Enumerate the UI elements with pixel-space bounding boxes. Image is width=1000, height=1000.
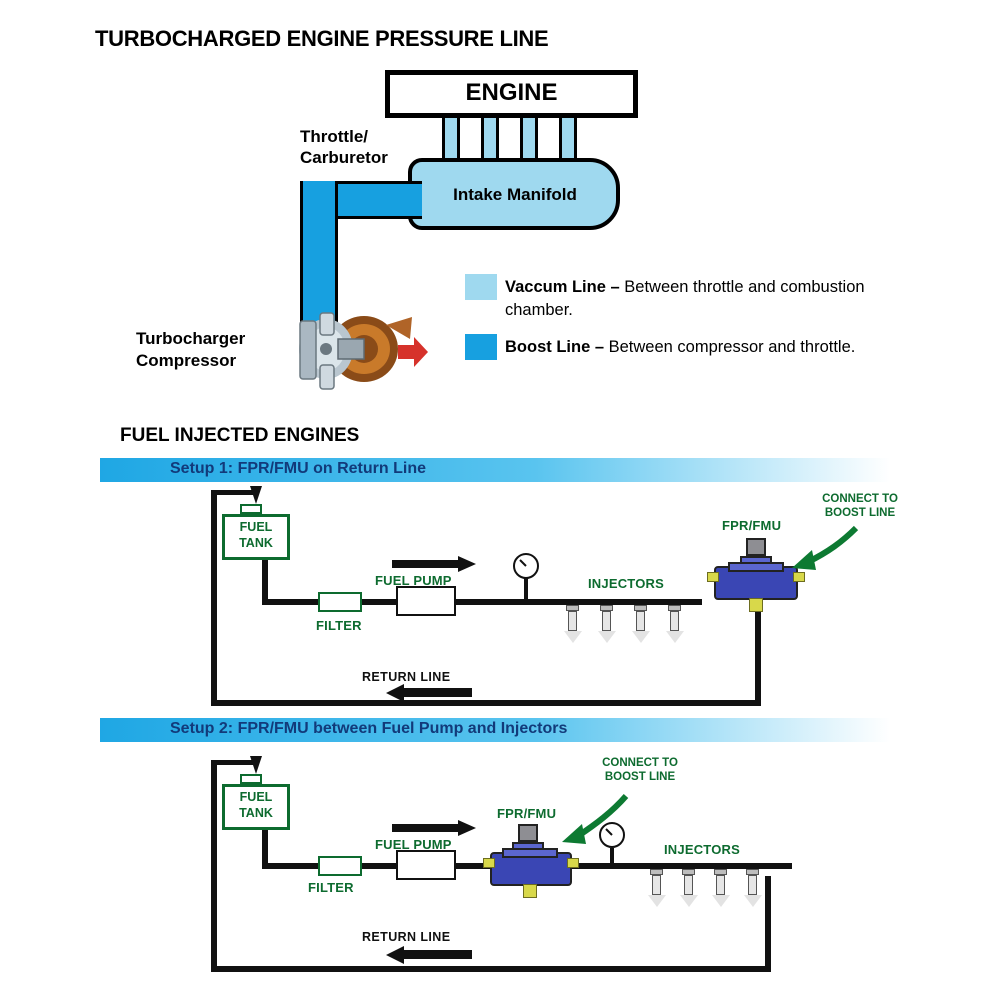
setup1-fuel-tank-label [222, 520, 290, 551]
setup1-return-bottom-line [211, 700, 761, 706]
page-title: TURBOCHARGED ENGINE PRESSURE LINE [95, 26, 549, 51]
turbo-label-line2: Compressor [136, 351, 237, 371]
setup1-return-line-label: RETURN LINE [362, 670, 451, 684]
setup1-injector-2 [602, 605, 616, 643]
setup2-fpr-cap [518, 824, 538, 842]
setup2-return-line-label: RETURN LINE [362, 930, 451, 944]
legend-text-boost [505, 336, 895, 359]
setup1-tank-line1: FUEL [239, 520, 273, 534]
setup2-gauge-stem [610, 848, 614, 868]
setup2-pressure-gauge [599, 822, 625, 848]
setup1-fuel-pump [396, 586, 456, 616]
legend-term-vacuum: Vaccum Line [505, 278, 606, 296]
setup1-pump-label: FUEL PUMP [375, 573, 452, 588]
legend-swatch-boost [465, 334, 497, 360]
throttle-label-line2: Carburetor [300, 148, 388, 168]
setup1-connect-line2: BOOST LINE [824, 507, 896, 520]
setup2-connect-callout [580, 756, 700, 785]
setup2-flow-arrow [392, 820, 478, 836]
setup1-fuel-filter [318, 592, 362, 612]
intake-runner-2 [481, 118, 499, 160]
boost-pipe-elbow [303, 183, 335, 217]
setup2-fuel-pump [396, 850, 456, 880]
intake-manifold-label: Intake Manifold [453, 185, 577, 204]
legend-dash-vacuum: – [610, 278, 620, 296]
setup1-connect-arrow [784, 522, 864, 576]
throttle-label-line1: Throttle/ [300, 127, 368, 146]
turbo-label-line1: Turbocharger [136, 329, 246, 348]
setup2-connect-arrow [556, 790, 636, 850]
setup2-fpr-port-bottom [523, 884, 537, 898]
legend-swatch-vacuum [465, 274, 497, 300]
setup2-injector-2 [684, 869, 698, 907]
intake-runner-1 [442, 118, 460, 160]
setup2-fpr-label: FPR/FMU [497, 806, 557, 821]
setup2-banner-label: Setup 2: FPR/FMU between Fuel Pump and Injectors [170, 720, 568, 737]
setup2-fpr-upper [502, 848, 558, 858]
setup1-injectors-label: INJECTORS [588, 576, 664, 591]
setup1-return-arrow [248, 484, 264, 506]
intake-runner-3 [520, 118, 538, 160]
setup2-connect-line1: CONNECT TO [602, 757, 678, 769]
setup2-return-right-line [765, 876, 771, 970]
setup2-tank-drop-line [262, 830, 268, 866]
setup1-fpr-port-bottom [749, 598, 763, 612]
setup1-injector-4 [670, 605, 684, 643]
setup1-tank-line2: TANK [239, 535, 273, 550]
setup2-return-line-arrow [384, 946, 474, 968]
setup2-fpr-port-left [483, 858, 495, 868]
legend-text-vacuum [505, 276, 895, 322]
fuel-injected-heading: FUEL INJECTED ENGINES [120, 425, 360, 446]
setup2-tank-line2: TANK [239, 805, 273, 820]
setup2-filter-label: FILTER [308, 880, 354, 895]
setup1-tank-drop-line [262, 560, 268, 602]
setup2-return-bottom-line [211, 966, 771, 972]
legend-desc-boost: Between compressor and throttle. [608, 338, 856, 356]
setup2-injector-4 [748, 869, 762, 907]
setup1-injector-1 [568, 605, 582, 643]
setup2-fpr-port-right [567, 858, 579, 868]
setup1-return-line-arrow [384, 684, 474, 706]
setup2-tank-line1: FUEL [239, 790, 273, 804]
setup1-pressure-gauge [513, 553, 539, 579]
setup1-fpr-cap [746, 538, 766, 556]
setup2-connect-line2: BOOST LINE [604, 771, 676, 784]
setup1-fpr-label: FPR/FMU [722, 518, 782, 533]
setup1-filter-label: FILTER [316, 618, 362, 633]
setup1-injector-3 [636, 605, 650, 643]
setup2-fuel-filter [318, 856, 362, 876]
setup2-pump-label: FUEL PUMP [375, 837, 452, 852]
setup2-injector-1 [652, 869, 666, 907]
setup1-connect-line1: CONNECT TO [822, 493, 898, 505]
intake-runner-4 [559, 118, 577, 160]
setup1-connect-callout [800, 492, 920, 521]
legend-term-boost: Boost Line [505, 338, 591, 356]
setup1-fpr-port-left [707, 572, 719, 582]
legend-dash-boost: – [594, 338, 605, 356]
setup1-return-right-line [755, 612, 761, 706]
turbocharger-icon [286, 305, 426, 400]
setup2-return-arrow [248, 754, 264, 776]
turbocharger-compressor-label [136, 328, 245, 372]
setup2-injector-3 [716, 869, 730, 907]
setup1-banner-label: Setup 1: FPR/FMU on Return Line [170, 460, 426, 477]
setup1-return-left-line [211, 490, 217, 706]
throttle-carburetor-label [300, 126, 388, 169]
setup2-injectors-label: INJECTORS [664, 842, 740, 857]
legend-desc-vacuum: Between throttle and combustion chamber. [505, 278, 865, 320]
setup1-flow-arrow [392, 556, 478, 572]
setup2-fuel-tank-label [222, 790, 290, 821]
setup1-fpr-upper [728, 562, 784, 572]
setup2-return-left-line [211, 760, 217, 972]
engine-label: ENGINE [465, 79, 558, 106]
